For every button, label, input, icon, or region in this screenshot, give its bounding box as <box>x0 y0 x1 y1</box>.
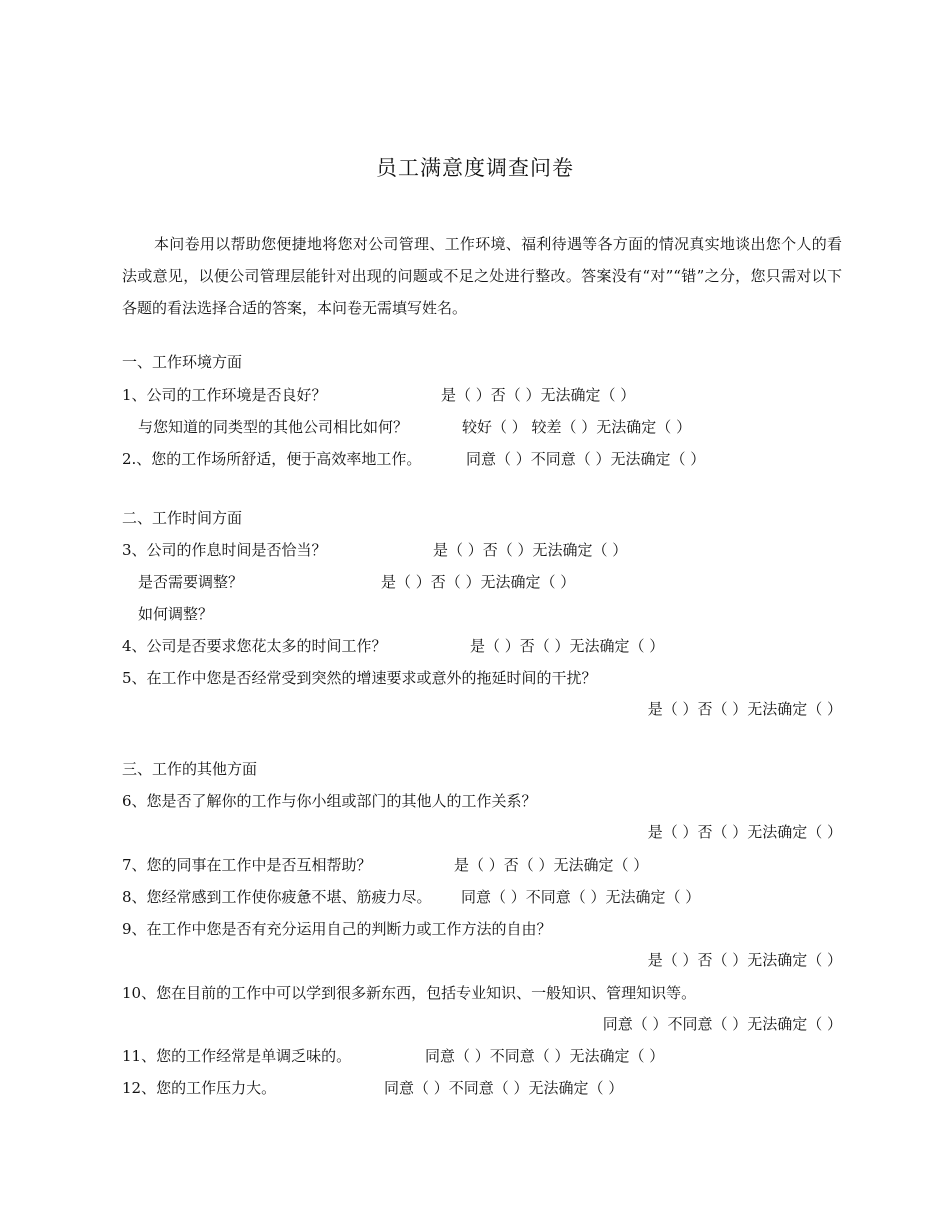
question-12-text: 12、您的工作压力大。 <box>122 1079 277 1097</box>
question-10-text: 10、您在目前的工作中可以学到很多新东西，包括专业知识、一般知识、管理知识等。 <box>122 984 697 1002</box>
question-3-text: 3、公司的作息时间是否恰当？ <box>122 541 327 559</box>
question-4-text: 4、公司是否要求您花太多的时间工作？ <box>122 637 387 655</box>
question-5-text: 5、在工作中您是否经常受到突然的增速要求或意外的拖延时间的干扰？ <box>122 669 597 687</box>
question-1b-text: 与您知道的同类型的其他公司相比如何？ <box>138 418 409 436</box>
question-4-options: 是（ ）否（ ）无法确定（ ） <box>470 637 665 655</box>
section-heading-other: 三、工作的其他方面 <box>122 760 258 778</box>
question-3b-options: 是（ ）否（ ）无法确定（ ） <box>381 573 576 591</box>
question-1b-options: 较好（ ） 较差（ ）无法确定（ ） <box>462 418 692 436</box>
question-7-text: 7、您的同事在工作中是否互相帮助？ <box>122 856 372 874</box>
question-2-options: 同意（ ）不同意（ ）无法确定（ ） <box>466 450 706 468</box>
question-5-options: 是（ ）否（ ）无法确定（ ） <box>647 700 842 718</box>
question-8-options: 同意（ ）不同意（ ）无法确定（ ） <box>461 888 701 906</box>
page-title: 员工满意度调查问卷 <box>376 156 574 180</box>
question-11-text: 11、您的工作经常是单调乏味的。 <box>122 1047 352 1065</box>
question-6-options: 是（ ）否（ ）无法确定（ ） <box>647 823 842 841</box>
intro-paragraph: 本问卷用以帮助您便捷地将您对公司管理、工作环境、福利待遇等各方面的情况真实地谈出您个人的看法或意见，以便公司管理层能针对出现的问题或不足之处进行整改。答案没有“对”“错”之分，您只需对以下各题的看法选择合适的答案，本问卷无需填写姓名。 <box>122 235 842 317</box>
question-7-options: 是（ ）否（ ）无法确定（ ） <box>454 856 649 874</box>
question-9-options: 是（ ）否（ ）无法确定（ ） <box>647 951 842 969</box>
question-2-text: 2.、您的工作场所舒适，便于高效率地工作。 <box>122 450 422 468</box>
question-12-options: 同意（ ）不同意（ ）无法确定（ ） <box>384 1079 624 1097</box>
question-11-options: 同意（ ）不同意（ ）无法确定（ ） <box>425 1047 665 1065</box>
question-10-options: 同意（ ）不同意（ ）无法确定（ ） <box>602 1015 842 1033</box>
question-1-options: 是（ ）否（ ）无法确定（ ） <box>441 386 636 404</box>
question-3b-text: 是否需要调整？ <box>138 573 244 591</box>
section-heading-time: 二、工作时间方面 <box>122 509 243 527</box>
question-1-text: 1、公司的工作环境是否良好？ <box>122 386 327 404</box>
section-heading-environment: 一、工作环境方面 <box>122 353 243 371</box>
question-3c-text: 如何调整？ <box>138 605 214 623</box>
question-6-text: 6、您是否了解你的工作与你小组或部门的其他人的工作关系？ <box>122 792 537 810</box>
question-9-text: 9、在工作中您是否有充分运用自己的判断力或工作方法的自由？ <box>122 920 552 938</box>
question-3-options: 是（ ）否（ ）无法确定（ ） <box>433 541 628 559</box>
question-8-text: 8、您经常感到工作使你疲惫不堪、筋疲力尽。 <box>122 888 432 906</box>
